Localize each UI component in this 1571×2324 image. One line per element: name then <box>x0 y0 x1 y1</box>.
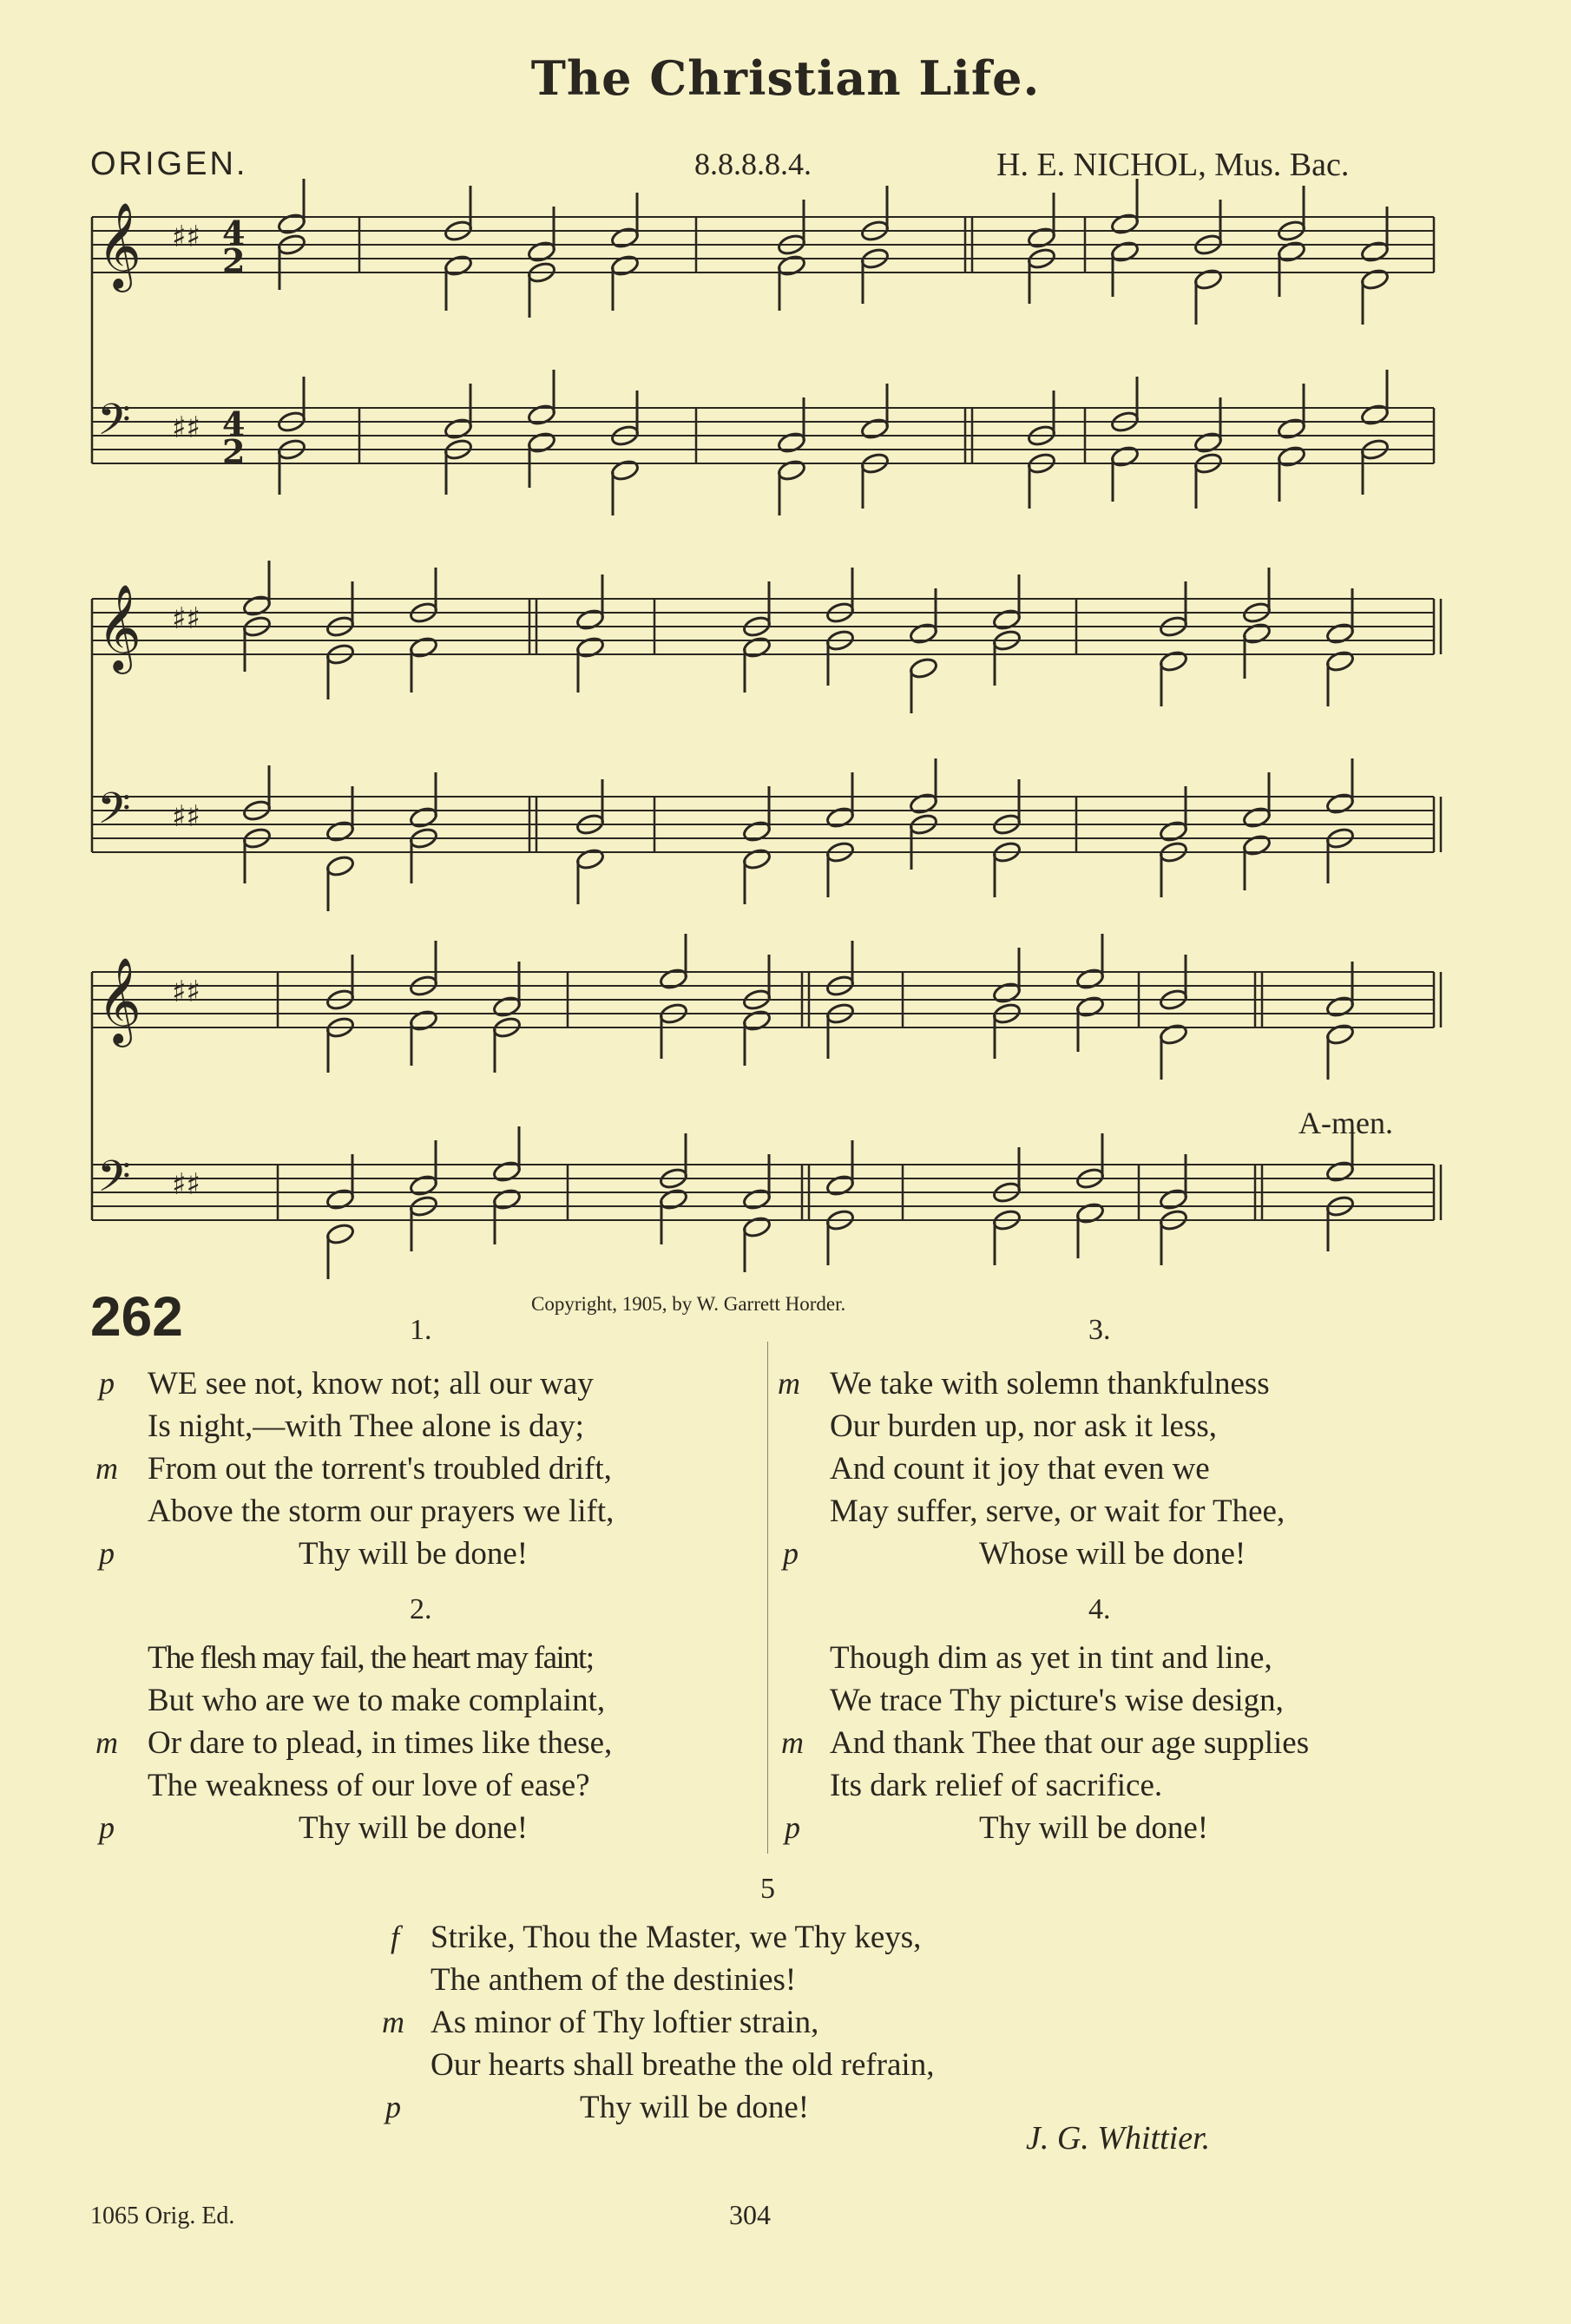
note-head <box>1325 1022 1355 1046</box>
verse-line <box>830 1764 1309 1807</box>
note-head <box>1159 1022 1188 1046</box>
verse-line <box>830 1490 1285 1533</box>
dynamic-mark: m <box>781 1725 804 1760</box>
note-head <box>1277 240 1306 263</box>
note-head <box>742 1187 772 1211</box>
verse-line <box>781 1722 1310 1764</box>
lyric-text: Thy will be done! <box>299 1810 529 1846</box>
note-head <box>1242 621 1272 645</box>
lyric-text: WE see not, know not; all our way <box>148 1366 594 1402</box>
tune-name: ORIGEN. <box>90 146 248 182</box>
lyric-text: From out the torrent's troubled drift, <box>148 1451 612 1487</box>
note-head <box>325 1222 355 1245</box>
note-head <box>825 805 855 829</box>
note-head <box>659 967 688 990</box>
note-head <box>325 854 355 877</box>
note-heads <box>242 179 1390 1279</box>
note-head <box>1075 1201 1105 1224</box>
lyric-text: Though dim as yet in tint and line, <box>830 1640 1272 1676</box>
verse-line <box>830 1679 1309 1722</box>
note-head <box>575 607 605 631</box>
lyric-text: Thy will be done! <box>979 1810 1209 1846</box>
time-signature-icon: 2 <box>222 432 246 471</box>
verse-line <box>99 1807 612 1849</box>
note-head <box>1325 995 1355 1018</box>
verse-2 <box>95 1637 613 1849</box>
lyric-text: But who are we to make complaint, <box>148 1683 606 1718</box>
dynamic-mark: m <box>778 1366 800 1401</box>
dynamic-mark: m <box>95 1725 118 1760</box>
lyric-text: Its dark relief of sacrifice. <box>830 1768 1163 1803</box>
lyric-text: We take with solemn thankfulness <box>830 1366 1270 1402</box>
note-head <box>992 607 1022 631</box>
lyric-text: As minor of Thy loftier strain, <box>431 2005 819 2040</box>
dynamic-mark: p <box>99 1810 115 1845</box>
verse-line <box>830 1448 1285 1490</box>
barlines <box>92 217 1441 1220</box>
note-head <box>610 253 640 277</box>
note-head <box>860 417 890 440</box>
note-head <box>1242 833 1272 857</box>
verse-line <box>830 1637 1309 1679</box>
note-head <box>1159 819 1188 843</box>
note-head <box>1360 240 1390 263</box>
verse-line <box>148 1637 612 1679</box>
lyric-text: Above the storm our prayers we lift, <box>148 1494 615 1529</box>
time-signature-icon: 2 <box>222 241 246 280</box>
time-signature-icon: 4 <box>222 404 246 443</box>
dynamic-mark: p <box>99 1536 115 1571</box>
lyric-text: And count it joy that even we <box>830 1451 1210 1487</box>
note-head <box>1159 649 1188 673</box>
note-head <box>777 458 806 482</box>
verse-line <box>385 2086 934 2129</box>
note-head <box>777 430 806 454</box>
note-head <box>1325 621 1355 645</box>
note-head <box>444 417 473 440</box>
verse-5-number: 5 <box>760 1873 775 1905</box>
lyric-text: And thank Thee that our age supplies <box>830 1725 1310 1761</box>
key-signature-icon: ♯♯ <box>172 220 200 254</box>
dynamic-mark: p <box>99 1366 115 1401</box>
verse-line <box>778 1362 1285 1405</box>
note-head <box>610 226 640 249</box>
note-head <box>1110 444 1140 468</box>
note-head <box>777 253 806 277</box>
note-head <box>1277 417 1306 440</box>
verse-line <box>830 1405 1285 1448</box>
verse-line <box>148 1405 614 1448</box>
page-title: The Christian Life. <box>530 50 1041 106</box>
lyric-text: Our burden up, nor ask it less, <box>830 1408 1217 1444</box>
note-head <box>1075 967 1105 990</box>
treble-clef-icon: 𝄞 <box>97 202 141 289</box>
note-head <box>325 819 355 843</box>
lyric-text: Strike, Thou the Master, we Thy keys, <box>431 1920 922 1955</box>
verse-line <box>391 1916 934 1959</box>
verse-line <box>148 1490 614 1533</box>
note-head <box>659 1187 688 1211</box>
bass-clef-icon: 𝄢 <box>97 784 131 844</box>
note-head <box>492 1159 522 1183</box>
lyric-text: Is night,—with Thee alone is day; <box>148 1408 584 1444</box>
note-head <box>1110 240 1140 263</box>
note-head <box>1360 403 1390 426</box>
note-head <box>1027 226 1056 249</box>
dynamic-mark: m <box>382 2005 404 2039</box>
author-attribution: J. G. Whittier. <box>1026 2120 1211 2157</box>
dynamic-mark: p <box>785 1810 800 1845</box>
edition-note: 1065 Orig. Ed. <box>90 2203 235 2229</box>
note-head <box>742 1215 772 1238</box>
bass-clef-icon: 𝄢 <box>97 395 131 456</box>
verse-line <box>431 1959 934 2001</box>
note-head <box>575 847 605 870</box>
key-signature-icon: ♯♯ <box>172 1167 200 1202</box>
meter: 8.8.8.8.4. <box>694 147 812 181</box>
dynamic-mark: m <box>95 1451 118 1486</box>
note-head <box>242 594 272 617</box>
key-signature-icon: ♯♯ <box>172 601 200 636</box>
treble-clef-icon: 𝄞 <box>97 584 141 671</box>
dynamic-mark: p <box>385 2090 401 2124</box>
verse-line <box>95 1722 613 1764</box>
key-signature-icon: ♯♯ <box>172 410 200 445</box>
note-head <box>992 981 1022 1004</box>
bass-clef-icon: 𝄢 <box>97 1152 131 1212</box>
note-head <box>1159 1187 1188 1211</box>
lyric-text: Thy will be done! <box>299 1536 529 1572</box>
hymn-number: 262 <box>90 1285 183 1348</box>
note-head <box>1325 649 1355 673</box>
note-head <box>1110 212 1140 235</box>
note-head <box>742 847 772 870</box>
note-head <box>409 805 438 829</box>
dynamic-mark: p <box>783 1536 799 1571</box>
staff-lines <box>92 217 1434 1220</box>
note-head <box>909 791 938 815</box>
verse-line <box>99 1362 614 1405</box>
note-head <box>825 1173 855 1197</box>
key-signature-icon: ♯♯ <box>172 975 200 1009</box>
verse-line <box>148 1679 612 1722</box>
note-head <box>1325 1159 1355 1183</box>
lyric-text: May suffer, serve, or wait for Thee, <box>830 1494 1285 1529</box>
note-head <box>277 212 306 235</box>
lyric-text: The weakness of our love of ease? <box>148 1768 590 1803</box>
clef-icons <box>97 202 245 1212</box>
verse-1-number: 1. <box>410 1314 432 1346</box>
verse-line <box>382 2001 934 2044</box>
dynamic-mark: f <box>391 1920 400 1954</box>
verse-line <box>785 1807 1309 1849</box>
note-head <box>325 1187 355 1211</box>
note-head <box>527 240 556 263</box>
amen-label: A-men. <box>1298 1106 1393 1140</box>
treble-clef-icon: 𝄞 <box>97 957 141 1044</box>
verse-3 <box>778 1362 1285 1575</box>
note-head <box>444 253 473 277</box>
copyright-notice: Copyright, 1905, by W. Garrett Horder. <box>531 1293 846 1315</box>
lyric-text: Or dare to plead, in times like these, <box>148 1725 613 1761</box>
verse-line <box>95 1448 614 1490</box>
note-head <box>742 819 772 843</box>
note-head <box>1277 444 1306 468</box>
column-divider <box>767 1342 768 1854</box>
key-signature-icon: ♯♯ <box>172 799 200 834</box>
lyric-text: We trace Thy picture's wise design, <box>830 1683 1284 1718</box>
lyric-text: Thy will be done! <box>580 2090 810 2125</box>
verse-1 <box>95 1362 615 1575</box>
lyric-text: The flesh may fail, the heart may faint; <box>148 1640 594 1676</box>
note-head <box>409 635 438 659</box>
verse-line <box>148 1764 612 1807</box>
verse-line <box>99 1533 614 1575</box>
verse-3-number: 3. <box>1088 1314 1111 1346</box>
page-number: 304 <box>729 2199 771 2230</box>
note-head <box>742 1008 772 1032</box>
verse-2-number: 2. <box>410 1593 432 1625</box>
note-head <box>909 656 938 679</box>
note-head <box>1360 267 1390 291</box>
note-head <box>742 635 772 659</box>
composer: H. E. NICHOL, Mus. Bac. <box>996 147 1350 183</box>
note-head <box>527 403 556 426</box>
note-head <box>909 621 938 645</box>
verse-5 <box>382 1916 935 2129</box>
note-head <box>492 995 522 1018</box>
verse-4-number: 4. <box>1088 1593 1111 1625</box>
note-head <box>527 430 556 454</box>
note-head <box>1325 791 1355 815</box>
verse-line <box>783 1533 1285 1575</box>
time-signature-icon: 4 <box>222 213 246 253</box>
lyric-text: Our hearts shall breathe the old refrain, <box>431 2047 935 2083</box>
note-head <box>409 1173 438 1197</box>
note-head <box>1242 805 1272 829</box>
verse-4 <box>781 1637 1310 1849</box>
note-head <box>610 458 640 482</box>
verse-line <box>431 2044 934 2086</box>
note-head <box>1075 995 1105 1018</box>
lyric-text: Whose will be done! <box>979 1536 1246 1572</box>
note-head <box>492 1187 522 1211</box>
note-head <box>575 635 605 659</box>
note-head <box>409 1008 438 1032</box>
note-head <box>1193 430 1223 454</box>
note-head <box>1193 267 1223 291</box>
lyric-text: The anthem of the destinies! <box>431 1962 797 1998</box>
